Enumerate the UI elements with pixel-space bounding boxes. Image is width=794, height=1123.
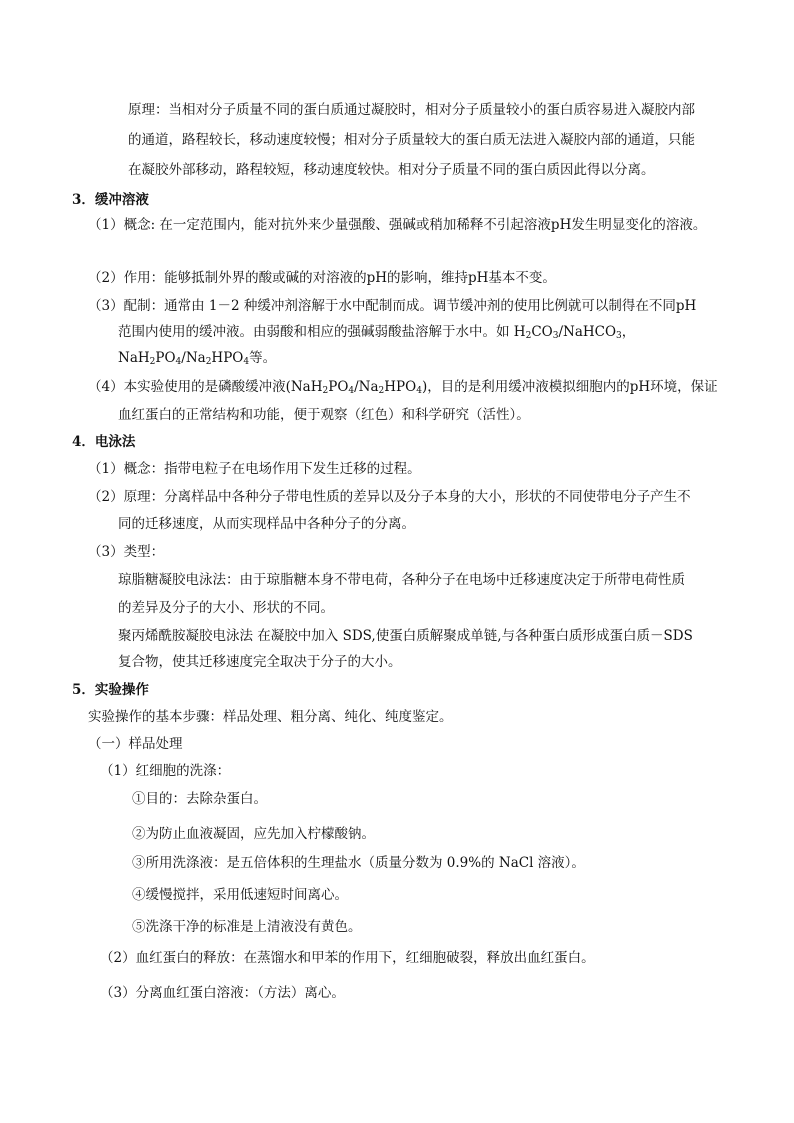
- wash-heading: （1）红细胞的洗涤：: [100, 763, 231, 779]
- polyacrylamide-line-1: 聚丙烯酰胺凝胶电泳法 在凝胶中加入 SDS,使蛋白质解聚成单链,与各种蛋白质形成蛋白质－SDS: [118, 628, 693, 644]
- release-step: （2）血红蛋白的释放：在蒸馏水和甲苯的作用下，红细胞破裂，释放出血红蛋白。: [100, 950, 595, 966]
- formula-carbonic: $H_2CO_3/NaHCO_3$，: [513, 324, 636, 341]
- agarose-line-1: 琼脂糖凝胶电泳法：由于琼脂糖本身不带电荷，各种分子在电场中迁移速度决定于所带电荷性质: [118, 572, 685, 588]
- buffer-effect: （2）作用：能够抵制外界的酸或碱的对溶液的pH的影响，维持pH基本不变。: [88, 270, 556, 286]
- formula-phosphate: $NaH_2PO_4/Na_2HPO_4$等。: [118, 350, 277, 367]
- buffer-concept: （1）概念: 在一定范围内，能对抗外来少量强酸、强碱或稍加稀释不引起溶液pH发生明显变化的溶液。: [88, 217, 707, 233]
- wash-item-5: ⑤洗涤干净的标准是上清液没有黄色。: [132, 919, 362, 935]
- principle-line-2: 的通道，路程较长，移动速度较慢；相对分子质量较大的蛋白质无法进入凝胶内部的通道，只能: [128, 132, 695, 148]
- buffer-use-line-1: （4）本实验使用的是磷酸缓冲液$(NaH_2PO_4/Na_2HPO_4)$，目的是利用缓冲液模拟细胞内的pH环境，保证: [88, 379, 718, 396]
- buffer-prep-text: 范围内使用的缓冲液。由弱酸和相应的强碱弱酸盐溶解于水中。如: [118, 324, 510, 340]
- section-heading-operation: 5．实验操作: [72, 682, 149, 698]
- electro-concept: （1）概念：指带电粒子在电场作用下发生迁移的过程。: [88, 461, 421, 477]
- operation-section-sample: （一）样品处理: [88, 736, 183, 752]
- section-heading-buffer: 3．缓冲溶液: [72, 192, 149, 208]
- buffer-use-line-2: 血红蛋白的正常结构和功能，便于观察（红色）和科学研究（活性）。: [118, 407, 530, 423]
- wash-item-3: ③所用洗涤液：是五倍体积的生理盐水（质量分数为 0.9%的 NaCl 溶液）。: [132, 855, 585, 871]
- principle-line-3: 在凝胶外部移动，路程较短，移动速度较快。相对分子质量不同的蛋白质因此得以分离。: [128, 162, 655, 178]
- polyacrylamide-line-2: 复合物，使其迁移速度完全取决于分子的大小。: [118, 654, 402, 670]
- principle-line-1: 原理：当相对分子质量不同的蛋白质通过凝胶时，相对分子质量较小的蛋白质容易进入凝胶内部: [128, 102, 695, 118]
- wash-item-2: ②为防止血液凝固，应先加入柠檬酸钠。: [132, 826, 375, 842]
- agarose-line-2: 的差异及分子的大小、形状的不同。: [118, 600, 334, 616]
- buffer-prep-line-1: （3）配制：通常由 1－2 种缓冲剂溶解于水中配制而成。调节缓冲剂的使用比例就可以制得在不同pH: [88, 298, 697, 314]
- wash-item-1: ①目的：去除杂蛋白。: [132, 791, 267, 807]
- operation-steps: 实验操作的基本步骤：样品处理、粗分离、纯化、纯度鉴定。: [88, 709, 453, 725]
- section-heading-electrophoresis: 4．电泳法: [72, 434, 136, 450]
- electro-principle-line-1: （2）原理：分离样品中各种分子带电性质的差异以及分子本身的大小，形状的不同使带电分子产生不: [88, 489, 691, 505]
- buffer-prep-line-2: [118, 322, 635, 342]
- electro-types: （3）类型：: [88, 544, 165, 560]
- separate-step: （3）分离血红蛋白溶液：（方法）离心。: [100, 985, 345, 1001]
- buffer-prep-line-3: [118, 348, 276, 368]
- electro-principle-line-2: 同的迁移速度，从而实现样品中各种分子的分离。: [118, 516, 415, 532]
- wash-item-4: ④缓慢搅拌，采用低速短时间离心。: [132, 887, 348, 903]
